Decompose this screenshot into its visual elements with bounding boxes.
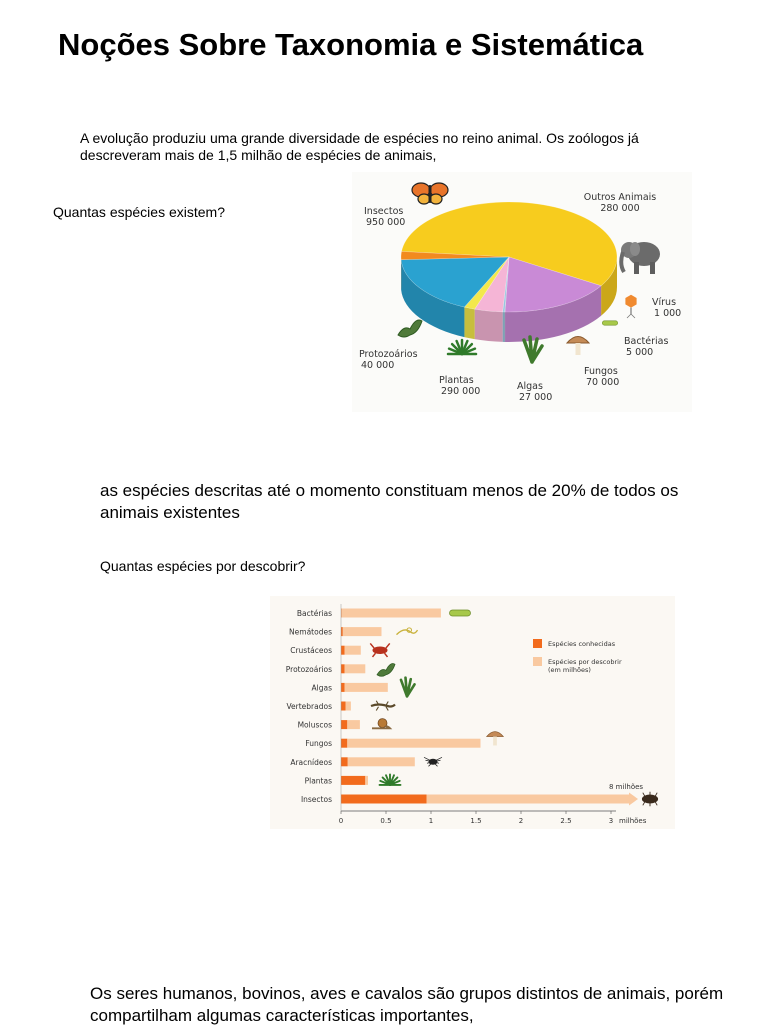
bar-category-aracnideos: Aracnídeos: [290, 758, 332, 767]
bar-known-insectos: [341, 795, 427, 804]
statement-paragraph: as espécies descritas até o momento constituam menos de 20% de todos os animais existentes: [100, 480, 680, 524]
bar-x-tick-1-5: 1.5: [470, 817, 481, 825]
bar-category-nematodes: Nemátodes: [289, 628, 332, 637]
species-pie-chart: [352, 172, 692, 412]
bar-x-tick-0: 0: [339, 817, 343, 825]
pie-wall-bacterias: [503, 312, 505, 342]
spider-icon: [424, 757, 442, 766]
bar-x-tick-2-5: 2.5: [560, 817, 571, 825]
legend-label-undiscovered: Espécies por descobrir (em milhões): [548, 658, 622, 674]
beetle-icon: [642, 792, 658, 806]
bar-undiscovered-algas: [345, 683, 388, 692]
algae-icon: [401, 678, 415, 697]
mushroom-icon: [487, 732, 504, 746]
bar-undiscovered-vertebrados: [346, 702, 351, 711]
bar-undiscovered-nematodes: [343, 627, 382, 636]
bar-undiscovered-aracnideos: [348, 757, 415, 766]
bar-category-crustaceos: Crustáceos: [290, 646, 332, 655]
bacteria-icon: [602, 321, 617, 325]
pie-label-algas: Algas 27 000: [517, 381, 552, 403]
bar-category-protozoarios: Protozoários: [286, 665, 332, 674]
bar-undiscovered-bacterias: [341, 609, 440, 618]
bar-known-plantas: [341, 776, 365, 785]
bar-known-moluscos: [341, 720, 347, 729]
bar-undiscovered-plantas: [365, 776, 368, 785]
protozoa-icon: [398, 320, 422, 337]
pie-label-outros-animais: Outros Animais 280 000: [584, 192, 657, 214]
crustacean-icon: [370, 643, 390, 657]
bar-undiscovered-insectos: [427, 795, 630, 804]
bar-undiscovered-crustaceos: [345, 646, 361, 655]
page-title: Noções Sobre Taxonomia e Sistemática: [58, 26, 678, 64]
intro-paragraph: A evolução produziu uma grande diversidade de espécies no reino animal. Os zoólogos já descreveram mais de 1,5 milhão de espécies de animais,: [80, 130, 680, 164]
bar-x-unit: milhões: [619, 817, 647, 825]
protozoa-icon: [377, 664, 395, 677]
bar-category-fungos: Fungos: [305, 739, 332, 748]
species-bar-chart: [270, 596, 675, 829]
pie-label-bacterias: Bactérias 5 000: [624, 336, 668, 358]
bar-category-bacterias: Bactérias: [297, 609, 332, 618]
bar-x-tick-1: 1: [429, 817, 433, 825]
bar-undiscovered-fungos: [347, 739, 480, 748]
pie-label-plantas: Plantas 290 000: [439, 375, 480, 397]
pie-label-protozoarios: Protozoários 40 000: [359, 349, 418, 371]
bar-axis: [339, 604, 647, 825]
virus-icon: [625, 295, 636, 318]
nematode-icon: [397, 628, 418, 635]
closing-paragraph: Os seres humanos, bovinos, aves e cavalos são grupos distintos de animais, porém compartilham algumas características importantes,: [90, 983, 750, 1027]
bar-category-vertebrados: Vertebrados: [287, 702, 333, 711]
bar-known-nematodes: [341, 627, 343, 636]
bar-annotation: 8 milhões: [609, 783, 643, 791]
bar-undiscovered-protozoarios: [345, 664, 366, 673]
bar-overflow-arrow: [629, 793, 638, 806]
plant-icon: [448, 340, 476, 354]
pie-wall-algas: [464, 307, 474, 339]
species-bar-figure: [270, 596, 675, 829]
plant-icon: [380, 774, 401, 785]
bar-x-tick-3: 3: [609, 817, 613, 825]
snail-icon: [372, 719, 390, 729]
legend-swatch-undiscovered: [533, 657, 542, 666]
pie-label-virus: Vírus 1 000: [652, 297, 681, 319]
bar-legend: [533, 639, 622, 674]
pie-slices: [401, 202, 617, 312]
bar-rows: [286, 609, 644, 806]
bar-known-aracnideos: [341, 757, 348, 766]
legend-label-known: Espécies conhecidas: [548, 640, 616, 648]
elephant-icon: [621, 242, 660, 274]
question-undiscovered: Quantas espécies por descobrir?: [100, 558, 305, 574]
butterfly-icon: [412, 183, 448, 204]
bar-known-fungos: [341, 739, 347, 748]
question-species-count: Quantas espécies existem?: [53, 204, 225, 220]
bar-known-protozoarios: [341, 664, 345, 673]
pie-wall-fungos: [475, 309, 503, 342]
bar-x-tick-0-5: 0.5: [380, 817, 391, 825]
bar-known-vertebrados: [341, 702, 346, 711]
bar-known-algas: [341, 683, 345, 692]
legend-swatch-known: [533, 639, 542, 648]
bar-x-tick-2: 2: [519, 817, 523, 825]
bar-category-plantas: Plantas: [305, 776, 332, 785]
bar-category-algas: Algas: [312, 683, 333, 692]
mushroom-icon: [567, 337, 589, 356]
pie-label-insectos: Insectos 950 000: [364, 206, 405, 228]
bar-undiscovered-moluscos: [347, 720, 360, 729]
species-pie-figure: [352, 172, 692, 412]
bar-known-crustaceos: [341, 646, 345, 655]
bar-category-moluscos: Moluscos: [298, 721, 333, 730]
pie-label-fungos: Fungos 70 000: [584, 366, 619, 388]
bar-category-insectos: Insectos: [301, 795, 332, 804]
bacteria-icon: [450, 610, 471, 616]
lizard-icon: [371, 701, 395, 711]
